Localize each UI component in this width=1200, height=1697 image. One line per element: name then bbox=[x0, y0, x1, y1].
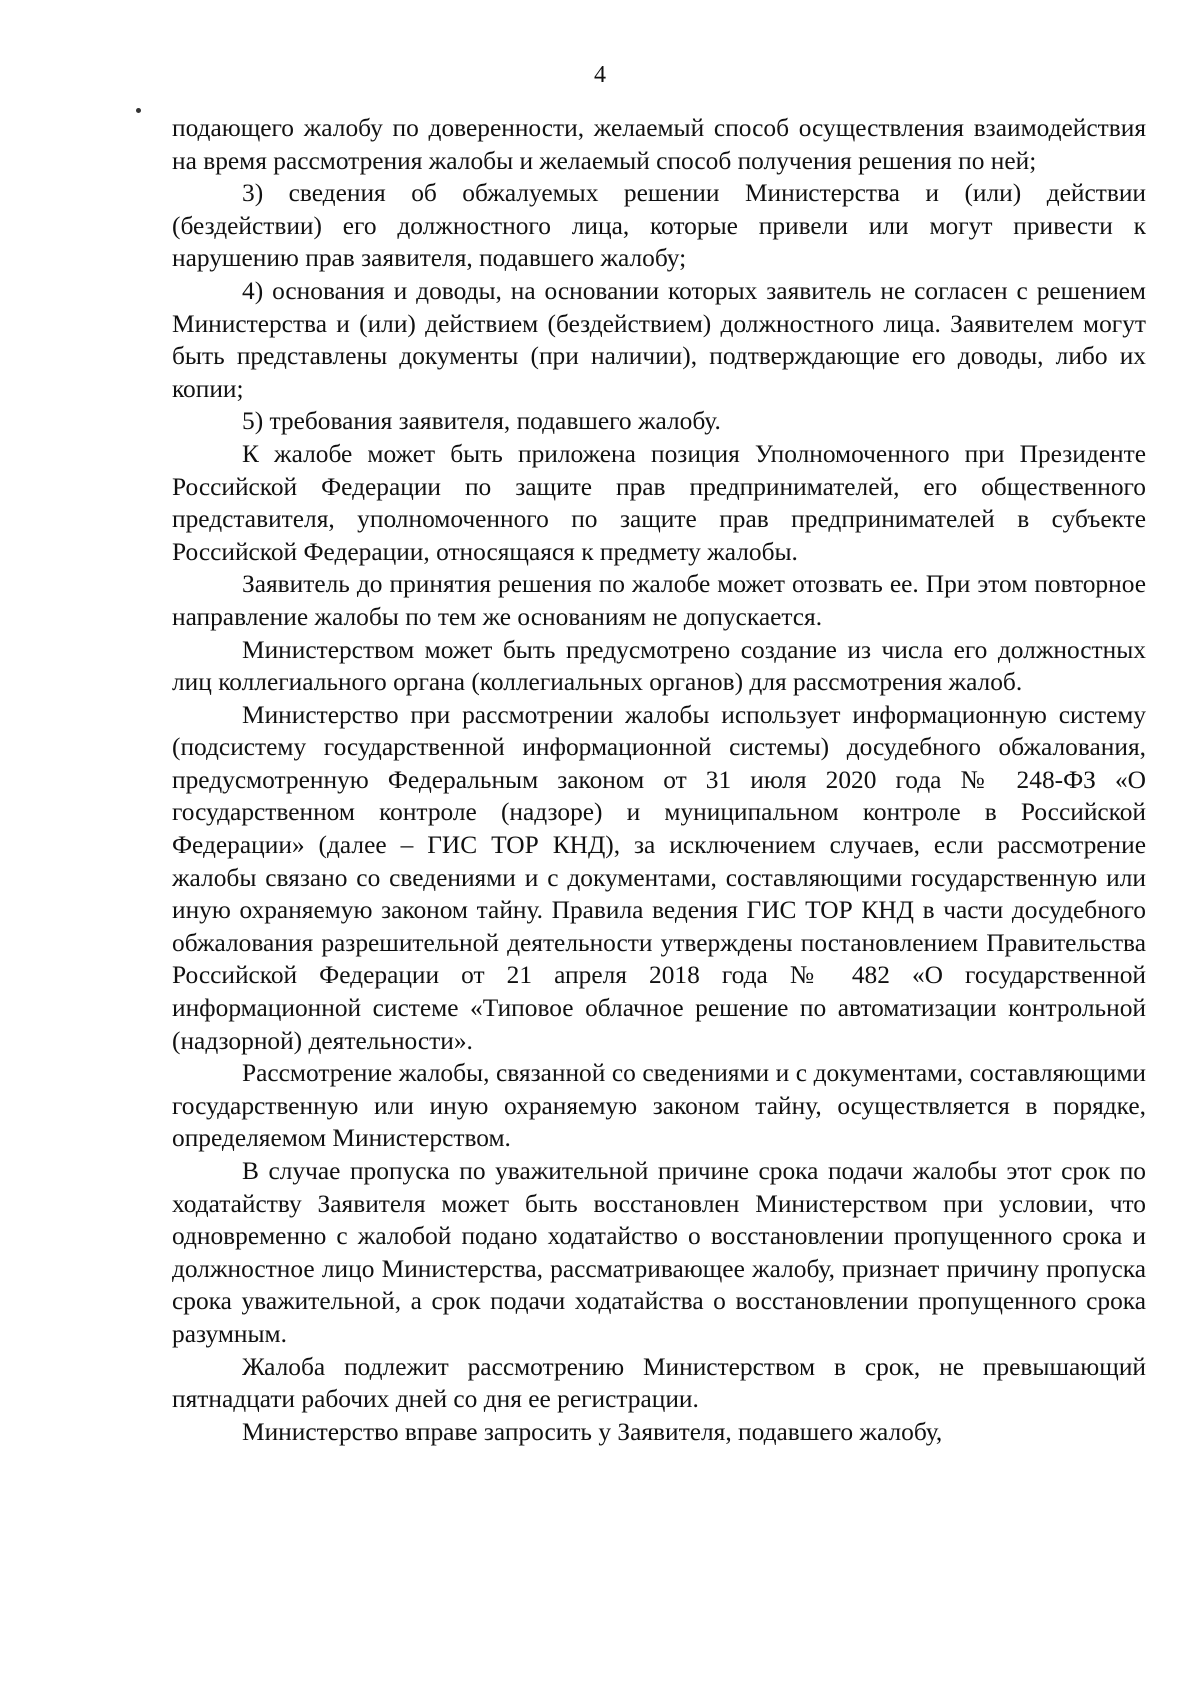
paragraph: Министерство при рассмотрении жалобы использует информационную систему (подсистему государственной информационной системы) досудебного обжалования, предусмотренную Федеральным законом от 31 июля 2020 года № 248-ФЗ «О государственном контроле (надзоре) и муниципальном контроле в Российской Федерации» (далее – ГИС ТОР КНД), за исключением случаев, если рассмотрение жалобы связано со сведениями и с документами, составляющими государственную или иную охраняемую законом тайну. Правила ведения ГИС ТОР КНД в части досудебного обжалования разрешительной деятельности утверждены постановлением Правительства Российской Федерации от 21 апреля 2018 года № 482 «О государственной информационной системе «Типовое облачное решение по автоматизации контрольной (надзорной) деятельности». bbox=[172, 700, 1146, 1055]
paragraph: 5) требования заявителя, подавшего жалобу. bbox=[242, 407, 721, 436]
paragraph: подающего жалобу по доверенности, желаемый способ осуществления взаимодействия на время рассмотрения жалобы и желаемый способ получения решения по ней; bbox=[172, 114, 1146, 175]
paragraph: Министерством может быть предусмотрено создание из числа его должностных лиц коллегиального органа (коллегиальных органов) для рассмотрения жалоб. bbox=[172, 635, 1146, 697]
paragraph: Жалоба подлежит рассмотрению Министерством в срок, не превышающий пятнадцати рабочих дней со дня ее регистрации. bbox=[172, 1352, 1146, 1414]
paragraph: 4) основания и доводы, на основании которых заявитель не согласен с решением Министерства и (или) действием (бездействием) должностного лица. Заявителем могут быть представлены документы (при наличии), подтверждающие его доводы, либо их копии; bbox=[172, 276, 1146, 403]
paragraph: Министерство вправе запросить у Заявителя, подавшего жалобу, bbox=[242, 1417, 943, 1446]
paragraph: К жалобе может быть приложена позиция Уполномоченного при Президенте Российской Федерации по защите прав предпринимателей, его общественного представителя, уполномоченного по защите прав предпринимателей в субъекте Российской Федерации, относящаяся к предмету жалобы. bbox=[172, 439, 1146, 566]
page-number: 4 bbox=[594, 62, 606, 88]
paragraph: 3) сведения об обжалуемых решении Министерства и (или) действии (бездействии) его должностного лица, которые привели или могут привести к нарушению прав заявителя, подавшего жалобу; bbox=[172, 179, 1146, 273]
scan-speck bbox=[136, 108, 141, 113]
paragraph: Рассмотрение жалобы, связанной со сведениями и с документами, составляющими государственную или иную охраняемую законом тайну, осуществляется в порядке, определяемом Министерством. bbox=[172, 1059, 1146, 1153]
document-body bbox=[172, 112, 1146, 1448]
paragraph: В случае пропуска по уважительной причине срока подачи жалобы этот срок по ходатайству Заявителя может быть восстановлен Министерством при условии, что одновременно с жалобой подано ходатайство о восстановлении пропущенного срока и должностное лицо Министерства, рассматривающее жалобу, признает причину пропуска срока уважительной, а срок подачи ходатайства о восстановлении пропущенного срока разумным. bbox=[172, 1157, 1146, 1348]
paragraph: Заявитель до принятия решения по жалобе может отозвать ее. При этом повторное направление жалобы по тем же основаниям не допускается. bbox=[172, 570, 1146, 631]
